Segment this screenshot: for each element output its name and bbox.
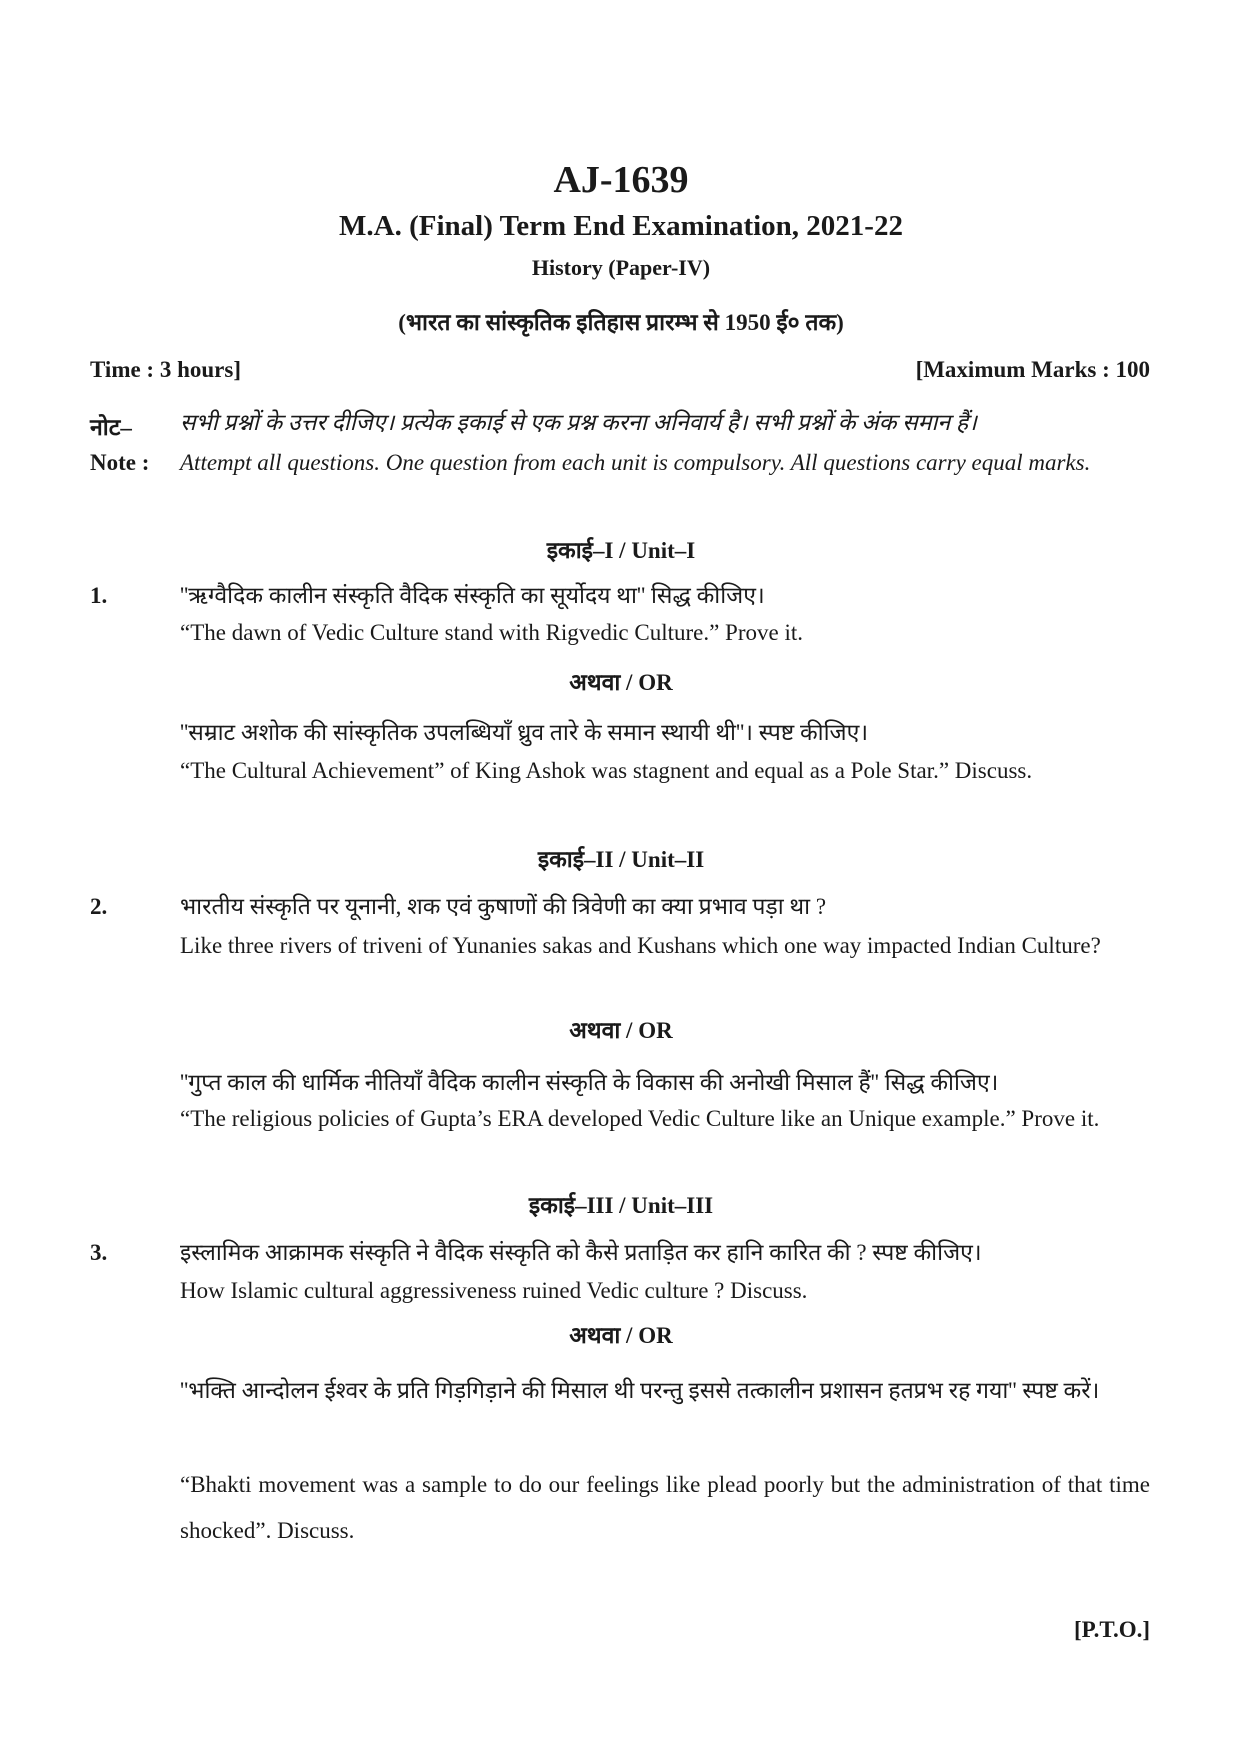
alternate-question-hindi: ''भक्ति आन्दोलन ईश्वर के प्रति गिड़गिड़ाने की मिसाल थी परन्तु इससे तत्कालीन प्रशासन हतप्रभ रह गया'' स्पष्ट करें। bbox=[180, 1378, 1100, 1403]
maximum-marks: [Maximum Marks : 100 bbox=[915, 357, 1150, 382]
hindi-course-title: (भारत का सांस्कृतिक इतिहास प्रारम्भ से 1950 ई० तक) bbox=[398, 310, 844, 335]
or-separator: अथवा / OR bbox=[569, 1018, 673, 1043]
question-number: 2. bbox=[90, 894, 108, 919]
alternate-question-hindi: ''सम्राट अशोक की सांस्कृतिक उपलब्धियाँ ध्रुव तारे के समान स्थायी थी''। स्पष्ट कीजिए। bbox=[180, 720, 869, 745]
paper-code: AJ-1639 bbox=[553, 159, 689, 201]
alternate-question-english: “The religious policies of Gupta’s ERA developed Vedic Culture like an Unique example.” Prove it. bbox=[180, 1106, 1100, 1131]
time-allowed: Time : 3 hours] bbox=[90, 357, 241, 382]
question-hindi: इस्लामिक आक्रामक संस्कृति ने वैदिक संस्कृति को कैसे प्रताड़ित कर हानि कारित की ? स्पष्ट कीजिए। bbox=[180, 1240, 982, 1265]
or-separator: अथवा / OR bbox=[569, 670, 673, 695]
unit-heading: इकाई–III / Unit–III bbox=[528, 1193, 714, 1218]
subject-title: History (Paper-IV) bbox=[531, 255, 711, 280]
question-english: Like three rivers of triveni of Yunanies sakas and Kushans which one way impacted Indian Culture? bbox=[180, 933, 1101, 958]
exam-title: M.A. (Final) Term End Examination, 2021-22 bbox=[339, 210, 903, 242]
question-english: “The dawn of Vedic Culture stand with Rigvedic Culture.” Prove it. bbox=[180, 620, 803, 645]
unit-heading: इकाई–I / Unit–I bbox=[546, 538, 696, 563]
please-turn-over: [P.T.O.] bbox=[1073, 1617, 1150, 1642]
unit-heading: इकाई–II / Unit–II bbox=[537, 847, 705, 872]
question-number: 1. bbox=[90, 583, 108, 608]
hindi-note-text: सभी प्रश्नों के उत्तर दीजिए। प्रत्येक इकाई से एक प्रश्न करना अनिवार्य है। सभी प्रश्नों के अंक समान हैं। bbox=[180, 410, 977, 435]
question-hindi: भारतीय संस्कृति पर यूनानी, शक एवं कुषाणों की त्रिवेणी का क्या प्रभाव पड़ा था ? bbox=[180, 894, 827, 919]
english-note-label: Note : bbox=[90, 450, 150, 475]
question-number: 3. bbox=[90, 1240, 108, 1265]
hindi-note-label: नोट– bbox=[90, 415, 132, 440]
alternate-question-english: “The Cultural Achievement” of King Ashok was stagnent and equal as a Pole Star.” Discuss. bbox=[180, 758, 1033, 783]
alternate-question-english: “Bhakti movement was a sample to do our feelings like plead poorly but the administration of that time shocked”. Discuss. bbox=[180, 1472, 1150, 1543]
alternate-question-hindi: ''गुप्त काल की धार्मिक नीतियाँ वैदिक कालीन संस्कृति के विकास की अनोखी मिसाल हैं'' सिद्ध कीजिए। bbox=[180, 1070, 999, 1095]
question-english: How Islamic cultural aggressiveness ruined Vedic culture ? Discuss. bbox=[180, 1278, 808, 1303]
or-separator: अथवा / OR bbox=[569, 1323, 673, 1348]
question-hindi: ''ऋग्वैदिक कालीन संस्कृति वैदिक संस्कृति का सूर्योदय था'' सिद्ध कीजिए। bbox=[180, 583, 765, 608]
english-note-text: Attempt all questions. One question from each unit is compulsory. All questions carry equal marks. bbox=[180, 450, 1091, 475]
